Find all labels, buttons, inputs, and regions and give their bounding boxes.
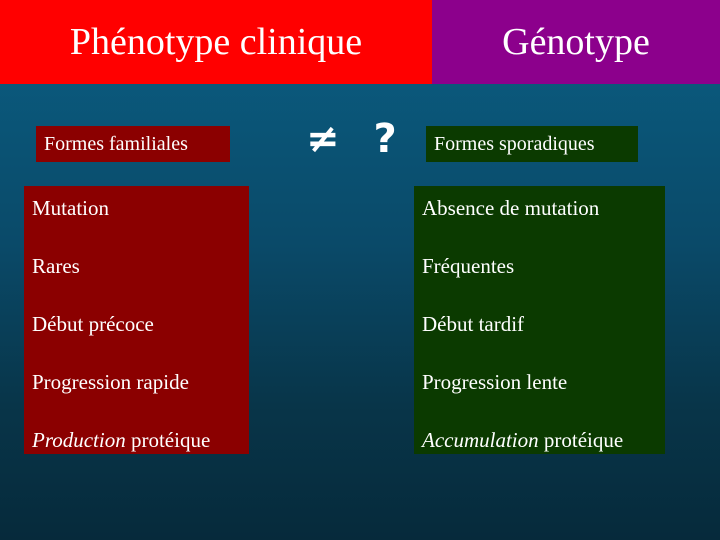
list-item — [422, 422, 657, 480]
list-item: Rares — [32, 254, 80, 278]
list-item: Début précoce — [32, 312, 154, 336]
familial-characteristics-list — [24, 186, 249, 454]
list-item-italic-term: Accumulation — [422, 428, 539, 452]
sporadic-characteristics-list — [414, 186, 665, 454]
tag-sporadic-forms: Formes sporadiques — [426, 126, 638, 162]
header-genotype-title: Génotype — [502, 21, 650, 63]
list-item: Mutation — [32, 196, 109, 220]
header-phenotype-title: Phénotype clinique — [69, 21, 363, 63]
header-phenotype — [0, 0, 432, 84]
list-item: Absence de mutation — [422, 196, 600, 220]
list-item-rest: protéique — [130, 428, 211, 452]
not-equal-question-symbol: ≠ ? — [306, 116, 407, 162]
list-item: Progression lente — [422, 370, 568, 394]
list-item: Progression rapide — [32, 370, 189, 394]
list-item-rest: protéique — [543, 428, 624, 452]
tag-familial-forms: Formes familiales — [36, 126, 230, 162]
list-item-italic-term: Production — [32, 428, 126, 452]
list-item: Fréquentes — [422, 254, 515, 278]
header-genotype — [432, 0, 720, 84]
list-item — [32, 422, 241, 480]
list-item: Début tardif — [422, 312, 525, 336]
